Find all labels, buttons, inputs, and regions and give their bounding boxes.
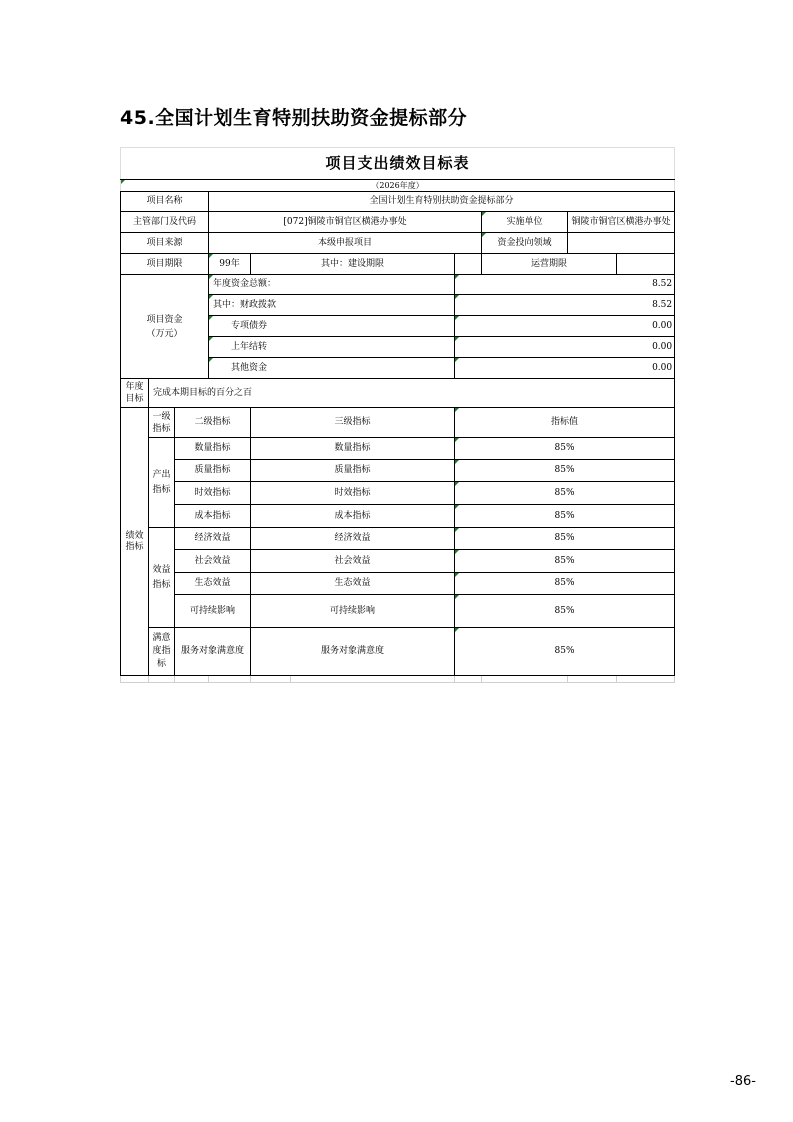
benefit-group: 效益指标 xyxy=(149,528,175,628)
indicator-l2: 服务对象满意度 xyxy=(175,628,251,676)
trailing-grid-row xyxy=(121,676,675,683)
invest-area-value xyxy=(568,233,675,254)
dept-label: 主管部门及代码 xyxy=(121,212,209,233)
indicator-l2: 时效指标 xyxy=(175,482,251,505)
impl-unit-label: 实施单位 xyxy=(482,212,568,233)
fund-value: 0.00 xyxy=(455,337,675,358)
indicator-row xyxy=(121,628,675,676)
fund-label: 其他资金 xyxy=(209,358,455,379)
title-row xyxy=(121,148,675,180)
invest-area-label: 资金投向领域 xyxy=(482,233,568,254)
perf-label: 绩效指标 xyxy=(121,408,149,676)
performance-target-table xyxy=(120,147,675,683)
fund-value: 8.52 xyxy=(455,295,675,316)
table-year: （2026年度） xyxy=(121,180,675,192)
project-name-row xyxy=(121,192,675,212)
fund-label: 其中：财政拨款 xyxy=(209,295,455,316)
header-value: 指标值 xyxy=(455,408,675,438)
indicator-row xyxy=(121,460,675,482)
indicator-value: 85% xyxy=(455,595,675,628)
indicator-row xyxy=(121,528,675,550)
indicator-l2: 社会效益 xyxy=(175,550,251,573)
indicator-l2: 成本指标 xyxy=(175,505,251,528)
section-heading: 45.全国计划生育特别扶助资金提标部分 xyxy=(120,107,468,129)
indicator-row xyxy=(121,550,675,573)
source-row xyxy=(121,233,675,254)
indicator-value: 85% xyxy=(455,482,675,505)
build-period-label: 其中：建设期限 xyxy=(251,254,455,275)
project-name-label: 项目名称 xyxy=(121,192,209,212)
annual-goal-label: 年度目标 xyxy=(121,379,149,408)
fund-value: 0.00 xyxy=(455,358,675,379)
indicator-l2: 经济效益 xyxy=(175,528,251,550)
funds-label-cell xyxy=(121,275,209,379)
period-row xyxy=(121,254,675,275)
indicator-l3: 可持续影响 xyxy=(251,595,455,628)
indicator-l3: 成本指标 xyxy=(251,505,455,528)
period-label: 项目期限 xyxy=(121,254,209,275)
page-number: -86- xyxy=(730,1074,756,1089)
indicator-row xyxy=(121,482,675,505)
project-name-value: 全国计划生育特别扶助资金提标部分 xyxy=(209,192,675,212)
performance-target-table-frame xyxy=(120,147,674,690)
funds-unit: （万元） xyxy=(146,328,183,339)
indicator-l3: 质量指标 xyxy=(251,460,455,482)
indicator-value: 85% xyxy=(455,550,675,573)
indicator-l3: 数量指标 xyxy=(251,438,455,460)
indicator-value: 85% xyxy=(455,528,675,550)
header-level3: 三级指标 xyxy=(251,408,455,438)
year-row xyxy=(121,180,675,192)
header-level2: 二级指标 xyxy=(175,408,251,438)
dept-value: [072]铜陵市铜官区横港办事处 xyxy=(209,212,482,233)
indicator-value: 85% xyxy=(455,438,675,460)
table-title: 项目支出绩效目标表 xyxy=(121,148,675,180)
indicator-header-row xyxy=(121,408,675,438)
indicator-l3: 社会效益 xyxy=(251,550,455,573)
indicator-l3: 经济效益 xyxy=(251,528,455,550)
build-period-value xyxy=(455,254,482,275)
indicator-value: 85% xyxy=(455,628,675,676)
indicator-row xyxy=(121,573,675,595)
output-group: 产出指标 xyxy=(149,438,175,528)
annual-goal-row xyxy=(121,379,675,408)
fund-label: 年度资金总额： xyxy=(209,275,455,295)
indicator-row xyxy=(121,505,675,528)
indicator-l3: 服务对象满意度 xyxy=(251,628,455,676)
indicator-l2: 可持续影响 xyxy=(175,595,251,628)
source-label: 项目来源 xyxy=(121,233,209,254)
indicator-value: 85% xyxy=(455,460,675,482)
header-level1: 一级指标 xyxy=(149,408,175,438)
indicator-l2: 生态效益 xyxy=(175,573,251,595)
indicator-value: 85% xyxy=(455,573,675,595)
source-value: 本级申报项目 xyxy=(209,233,482,254)
indicator-l3: 生态效益 xyxy=(251,573,455,595)
fund-value: 0.00 xyxy=(455,316,675,337)
period-value: 99年 xyxy=(209,254,251,275)
indicator-value: 85% xyxy=(455,505,675,528)
indicator-l3: 时效指标 xyxy=(251,482,455,505)
fund-label: 上年结转 xyxy=(209,337,455,358)
indicator-row xyxy=(121,438,675,460)
annual-goal-value: 完成本期目标的百分之百 xyxy=(149,379,675,408)
funds-row xyxy=(121,275,675,295)
fund-value: 8.52 xyxy=(455,275,675,295)
indicator-l2: 质量指标 xyxy=(175,460,251,482)
funds-label: 项目资金 xyxy=(146,314,183,325)
satisfaction-group: 满意度指标 xyxy=(149,628,175,676)
op-period-value xyxy=(617,254,675,275)
op-period-label: 运营期限 xyxy=(482,254,617,275)
impl-unit-value: 铜陵市铜官区横港办事处 xyxy=(568,212,675,233)
dept-row xyxy=(121,212,675,233)
indicator-l2: 数量指标 xyxy=(175,438,251,460)
fund-label: 专项债券 xyxy=(209,316,455,337)
indicator-row xyxy=(121,595,675,628)
